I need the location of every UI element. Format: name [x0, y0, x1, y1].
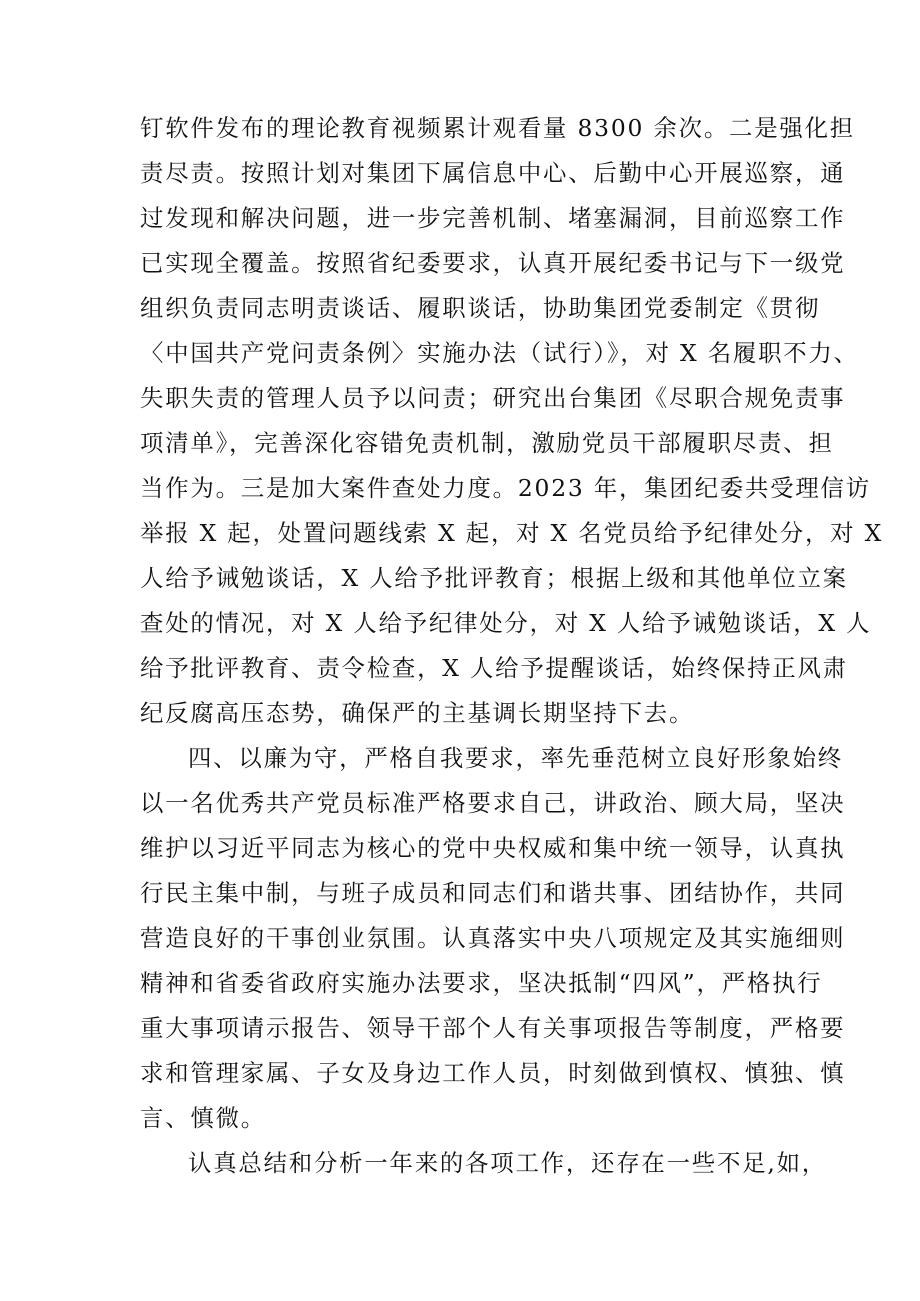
- text-line: 人给予诫勉谈话，X 人给予批评教育；根据上级和其他单位立案: [140, 564, 848, 592]
- text-line: 当作为。三是加大案件查处力度。2023 年，集团纪委共受理信访: [140, 474, 871, 502]
- text-line: 项清单》，完善深化容错免责机制，激励党员干部履职尽责、担: [140, 429, 834, 457]
- text-line: 营造良好的干事创业氛围。认真落实中央八项规定及其实施细则: [140, 924, 846, 952]
- text-line: 行民主集中制，与班子成员和同志们和谐共事、团结协作，共同: [140, 879, 846, 907]
- text-line: 〈中国共产党问责条例〉实施办法（试行）》，对 X 名履职不力、: [140, 339, 859, 367]
- text-line: 以一名优秀共产党员标准严格要求自己，讲政治、顾大局，坚决: [140, 789, 846, 817]
- text-line: 失职失责的管理人员予以问责；研究出台集团《尽职合规免责事: [140, 384, 846, 412]
- text-line: 纪反腐高压态势，确保严的主基调长期坚持下去。: [140, 699, 695, 727]
- text-line: 已实现全覆盖。按照省纪委要求，认真开展纪委书记与下一级党: [140, 249, 846, 277]
- text-line: 精神和省委省政府实施办法要求，坚决抵制“四风”，严格执行: [140, 969, 823, 997]
- text-line: 求和管理家属、子女及身边工作人员，时刻做到慎权、慎独、慎: [140, 1059, 846, 1087]
- document-body: [140, 106, 884, 1186]
- text-line: 责尽责。按照计划对集团下属信息中心、后勤中心开展巡察，通: [140, 159, 846, 187]
- text-line: 言、慎微。: [140, 1104, 266, 1132]
- text-line: 过发现和解决问题，进一步完善机制、堵塞漏洞，目前巡察工作: [140, 204, 846, 232]
- text-line: 维护以习近平同志为核心的党中央权威和集中统一领导，认真执: [140, 834, 846, 862]
- text-line: 钉软件发布的理论教育视频累计观看量 8300 余次。二是强化担: [140, 114, 855, 142]
- paragraph-start-line: 认真总结和分析一年来的各项工作，还存在一些不足,如，: [188, 1149, 827, 1177]
- paragraph-start-line: 四、以廉为守，严格自我要求，率先垂范树立良好形象始终: [188, 744, 843, 772]
- text-line: 组织负责同志明责谈话、履职谈话，协助集团党委制定《贯彻: [140, 294, 821, 322]
- text-line: 查处的情况，对 X 人给予纪律处分，对 X 人给予诫勉谈话，X 人: [140, 609, 872, 637]
- text-line: 给予批评教育、责令检查，X 人给予提醒谈话，始终保持正风肃: [140, 654, 848, 682]
- text-line: 举报 X 起，处置问题线索 X 起，对 X 名党员给予纪律处分，对 X: [140, 519, 884, 547]
- text-line: 重大事项请示报告、领导干部个人有关事项报告等制度，严格要: [140, 1014, 846, 1042]
